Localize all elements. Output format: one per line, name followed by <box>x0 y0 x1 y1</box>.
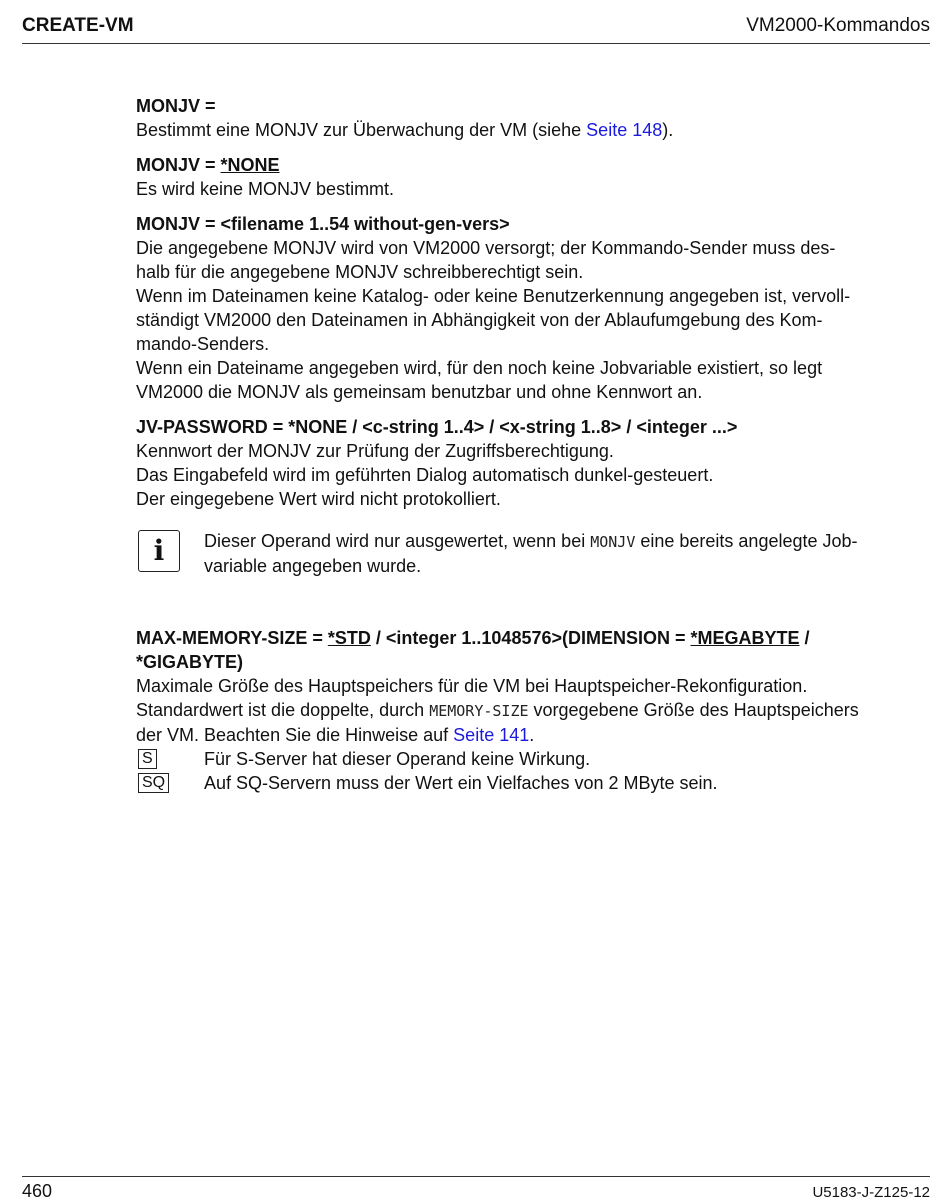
note-line <box>204 529 931 554</box>
header-section-title: CREATE-VM <box>22 15 134 36</box>
text: Bestimmt eine MONJV zur Überwachung der VM (siehe <box>136 120 587 140</box>
section-jv-password <box>136 415 931 511</box>
code-text: MONJV <box>590 533 636 551</box>
paragraph <box>136 118 931 142</box>
heading-text: / <integer 1..1048576>(DIMENSION = <box>370 628 691 648</box>
paragraph-line: halb für die angegebene MONJV schreibberechtigt sein. <box>136 262 584 282</box>
operand-heading <box>136 626 931 650</box>
info-note <box>136 522 931 578</box>
page-footer <box>22 1176 930 1200</box>
paragraph: Es wird keine MONJV bestimmt. <box>136 179 395 199</box>
paragraph-line: Wenn ein Dateiname angegeben wird, für den noch keine Jobvariable existiert, so legt <box>136 358 823 378</box>
note-line: variable angegeben wurde. <box>204 556 422 576</box>
operand-heading: MONJV = <box>136 96 216 116</box>
server-note-sq <box>136 771 931 795</box>
paragraph-line <box>136 698 931 723</box>
text: eine bereits angelegte Job- <box>635 531 858 551</box>
section-monjv <box>136 94 931 142</box>
paragraph-line: VM2000 die MONJV als gemeinsam benutzbar und ohne Kennwort an. <box>136 382 703 402</box>
paragraph-line: Die angegebene MONJV wird von VM2000 versorgt; der Kommando-Sender muss des- <box>136 238 836 258</box>
heading-text: MONJV = <box>136 155 221 175</box>
page-content <box>136 94 931 806</box>
heading-text: MAX-MEMORY-SIZE = <box>136 628 328 648</box>
server-note-s <box>136 747 931 771</box>
header-chapter-title: VM2000-Kommandos <box>746 15 930 36</box>
code-text: MEMORY-SIZE <box>429 702 529 720</box>
paragraph-line: Kennwort der MONJV zur Prüfung der Zugriffsberechtigung. <box>136 441 614 461</box>
operand-heading-line2: *GIGABYTE) <box>136 652 244 672</box>
server-tag-s: S <box>138 749 157 769</box>
paragraph-line: Das Eingabefeld wird im geführten Dialog automatisch dunkel-gesteuert. <box>136 465 714 485</box>
text: Standardwert ist die doppelte, durch <box>136 700 430 720</box>
text: Dieser Operand wird nur ausgewertet, wenn bei <box>204 531 591 551</box>
default-value: *MEGABYTE <box>690 628 800 648</box>
operand-heading <box>136 153 931 177</box>
page-link[interactable]: Seite 148 <box>586 120 663 140</box>
operand-heading: MONJV = <filename 1..54 without-gen-vers> <box>136 214 510 234</box>
document-id: U5183-J-Z125-12 <box>812 1184 930 1201</box>
paragraph-line: ständigt VM2000 den Dateinamen in Abhängigkeit von der Ablaufumgebung des Kom- <box>136 310 823 330</box>
paragraph-line <box>136 723 931 747</box>
section-max-memory-size <box>136 626 931 795</box>
paragraph-line: Der eingegebene Wert wird nicht protokolliert. <box>136 489 501 509</box>
note-text <box>204 522 931 578</box>
paragraph-line: Wenn im Dateinamen keine Katalog- oder keine Benutzerkennung angegeben ist, vervoll- <box>136 286 851 306</box>
text: vorgegebene Größe des Hauptspeichers <box>528 700 859 720</box>
text: . <box>529 725 535 745</box>
default-value: *STD <box>327 628 371 648</box>
section-monjv-none <box>136 153 931 201</box>
page-header <box>22 15 930 44</box>
info-icon: i <box>138 530 180 572</box>
section-monjv-filename <box>136 212 931 404</box>
heading-text: / <box>799 628 810 648</box>
paragraph-line: Maximale Größe des Hauptspeichers für die VM bei Hauptspeicher-Rekonfiguration. <box>136 676 808 696</box>
text: der VM. Beachten Sie die Hinweise auf <box>136 725 454 745</box>
operand-heading: JV-PASSWORD = *NONE / <c-string 1..4> / <x-string 1..8> / <integer ...> <box>136 417 738 437</box>
page-link[interactable]: Seite 141 <box>453 725 530 745</box>
page-number: 460 <box>22 1181 53 1201</box>
server-note-text: Auf SQ-Servern muss der Wert ein Vielfaches von 2 MByte sein. <box>204 773 718 793</box>
server-tag-sq: SQ <box>138 773 169 793</box>
text: ). <box>662 120 674 140</box>
paragraph-line: mando-Senders. <box>136 334 270 354</box>
server-note-text: Für S-Server hat dieser Operand keine Wirkung. <box>204 749 591 769</box>
default-value: *NONE <box>220 155 280 175</box>
